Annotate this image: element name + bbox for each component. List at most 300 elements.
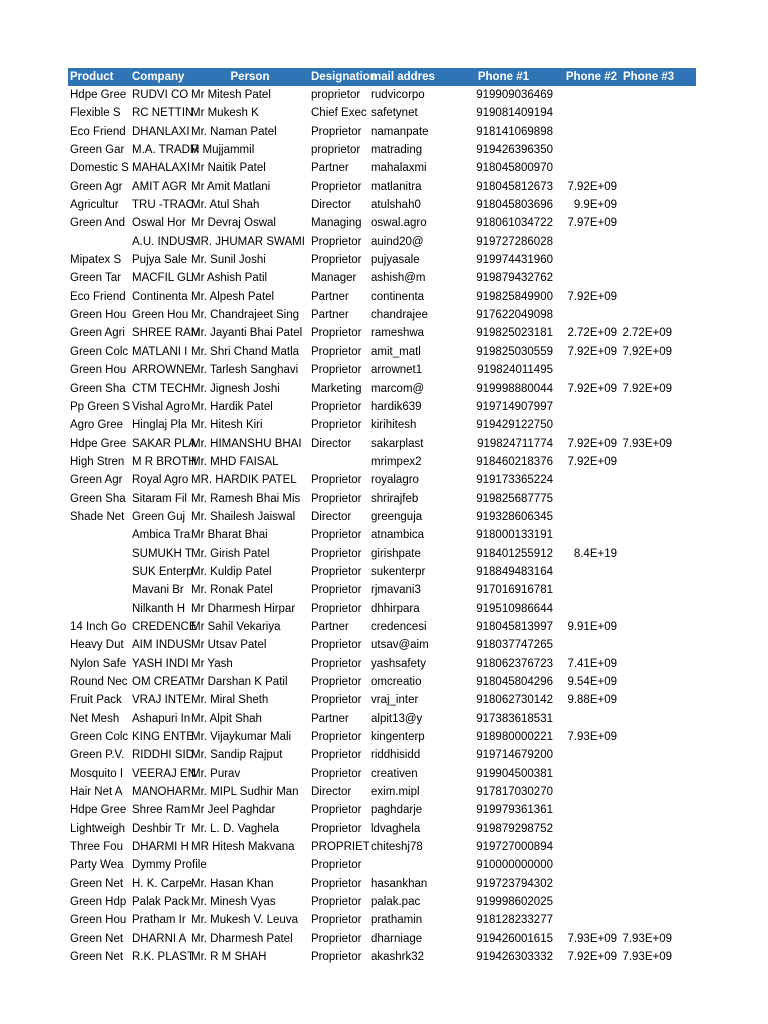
cell-designation[interactable]: Partner — [311, 290, 349, 303]
cell-person[interactable]: Mr Bharat Bhai — [191, 529, 268, 542]
cell-email[interactable]: shrirajfeb — [371, 492, 419, 505]
cell-company[interactable]: CREDENCE — [132, 620, 197, 633]
cell-email[interactable]: amit_matl — [371, 345, 421, 358]
cell-designation[interactable]: Proprietor — [311, 694, 362, 707]
cell-person[interactable]: MR Hitesh Makvana — [191, 841, 295, 854]
cell-company[interactable]: AIM INDUS — [132, 639, 192, 652]
cell-product[interactable]: Green Tar — [70, 272, 121, 285]
cell-email[interactable]: paghdarje — [371, 804, 423, 817]
cell-person[interactable]: Mr. Sandip Rajput — [191, 749, 283, 762]
cell-person[interactable]: Mr. Jignesh Joshi — [191, 382, 280, 395]
cell-phone2[interactable]: 2.72E+09 — [567, 327, 617, 340]
cell-designation[interactable]: Proprietor — [311, 584, 362, 597]
cell-phone3[interactable] — [619, 893, 674, 911]
cell-phone3[interactable] — [619, 618, 674, 636]
cell-company[interactable]: Nilkanth H — [132, 602, 186, 615]
cell-company[interactable]: Palak Pack — [132, 896, 190, 909]
cell-email[interactable]: kirihitesh — [371, 419, 417, 432]
cell-phone3[interactable] — [619, 691, 674, 709]
cell-product[interactable]: Green Net — [70, 951, 124, 964]
cell-product[interactable]: Hair Net A — [70, 786, 123, 799]
cell-designation[interactable]: Proprietor — [311, 345, 362, 358]
cell-phone2[interactable] — [557, 306, 619, 324]
cell-email[interactable]: ldvaghela — [371, 822, 421, 835]
cell-email[interactable]: rudvicorpo — [371, 89, 425, 101]
cell-designation[interactable]: Proprietor — [311, 364, 362, 377]
cell-person[interactable]: Mr. Mukesh V. Leuva — [191, 914, 298, 927]
cell-company[interactable]: Green Hou — [132, 309, 189, 322]
cell-phone1[interactable]: 919714679200 — [476, 749, 553, 762]
cell-person[interactable]: Mr Darshan K Patil — [191, 676, 288, 688]
cell-phone3[interactable] — [619, 710, 674, 728]
cell-product[interactable]: Green Net — [70, 932, 124, 945]
cell-product[interactable]: Mosquito I — [70, 767, 124, 780]
cell-company[interactable]: Pratham Ir — [132, 914, 186, 927]
cell-company[interactable]: OM CREAT — [132, 676, 192, 688]
cell-product[interactable]: Pp Green S — [70, 400, 131, 413]
cell-phone2[interactable] — [557, 251, 619, 269]
cell-email[interactable]: marcom@ — [371, 382, 425, 395]
cell-email[interactable]: ashish@m — [371, 272, 426, 285]
cell-phone2[interactable] — [557, 416, 619, 434]
cell-phone1[interactable]: 919173365224 — [476, 474, 553, 487]
cell-person[interactable]: R Mujjammil — [191, 144, 255, 157]
cell-product[interactable]: Round Nec — [70, 676, 128, 688]
cell-person[interactable]: Mr. Shri Chand Matla — [191, 345, 300, 358]
cell-email[interactable]: utsav@aim — [371, 639, 429, 652]
cell-designation[interactable]: proprietor — [311, 144, 361, 157]
cell-designation[interactable]: Partner — [311, 620, 349, 633]
cell-company[interactable]: MANOHAR — [132, 786, 191, 799]
cell-person[interactable]: MR. HARDIK PATEL — [191, 474, 297, 487]
cell-product[interactable]: Heavy Dut — [70, 639, 124, 652]
cell-company[interactable]: Dymmy Profile — [132, 859, 207, 872]
cell-product[interactable] — [68, 581, 130, 599]
cell-phone1[interactable]: 919825849900 — [476, 290, 553, 303]
cell-company[interactable]: CTM TECH — [132, 382, 192, 395]
cell-phone3[interactable]: 2.72E+09 — [622, 327, 672, 340]
cell-phone2[interactable] — [557, 856, 619, 874]
header-company[interactable]: Company — [132, 71, 185, 83]
cell-phone2[interactable] — [557, 600, 619, 618]
cell-company[interactable]: VRAJ INTE — [132, 694, 191, 707]
cell-phone3[interactable] — [619, 581, 674, 599]
cell-email[interactable]: sukenterpr — [371, 565, 426, 578]
cell-phone3[interactable] — [619, 765, 674, 783]
cell-email[interactable]: arrownet1 — [371, 364, 423, 377]
cell-person[interactable]: Mr. Hardik Patel — [191, 400, 273, 413]
cell-phone2[interactable]: 7.92E+09 — [567, 455, 617, 468]
cell-company[interactable]: Ambica Tra — [132, 529, 191, 542]
cell-person[interactable]: Mr Sahil Vekariya — [191, 620, 281, 633]
cell-person[interactable]: Mr. MIPL Sudhir Man — [191, 786, 299, 799]
cell-phone1[interactable]: 919909036469 — [476, 89, 553, 101]
header-phone2[interactable]: Phone #2 — [565, 71, 617, 83]
cell-product[interactable] — [68, 526, 130, 544]
cell-person[interactable]: Mr Devraj Oswal — [191, 217, 276, 230]
cell-company[interactable]: VEERAJ EN — [132, 767, 196, 780]
cell-company[interactable]: Royal Agro — [132, 474, 189, 487]
cell-designation[interactable]: Proprietor — [311, 951, 362, 964]
cell-phone1[interactable]: 918061034722 — [476, 217, 553, 230]
cell-company[interactable]: MAHALAXI — [132, 162, 191, 175]
cell-designation[interactable]: Director — [311, 437, 352, 450]
cell-designation[interactable]: Proprietor — [311, 492, 362, 505]
cell-product[interactable]: Green And — [70, 217, 125, 230]
cell-phone1[interactable]: 919426396350 — [476, 144, 553, 157]
cell-phone2[interactable] — [557, 141, 619, 159]
cell-product[interactable]: Green Hou — [70, 364, 127, 377]
cell-phone3[interactable] — [619, 288, 674, 306]
cell-product[interactable]: Lightweigh — [70, 822, 125, 835]
cell-phone3[interactable] — [619, 636, 674, 654]
cell-person[interactable]: Mr Ashish Patil — [191, 272, 268, 285]
cell-product[interactable]: Hdpe Gree — [70, 89, 127, 101]
cell-phone1[interactable]: 918045813997 — [476, 620, 553, 633]
cell-phone3[interactable] — [619, 178, 674, 196]
cell-phone1[interactable]: 910000000000 — [476, 859, 553, 872]
cell-phone2[interactable] — [557, 636, 619, 654]
cell-phone1[interactable]: 918062376723 — [476, 657, 553, 670]
cell-designation[interactable]: Proprietor — [311, 639, 362, 652]
cell-phone1[interactable]: 918062730142 — [476, 694, 553, 707]
cell-company[interactable]: Oswal Hor — [132, 217, 186, 230]
cell-company[interactable]: TRU -TRAC — [132, 199, 194, 212]
cell-phone3[interactable] — [619, 306, 674, 324]
cell-person[interactable]: Mr. Sunil Joshi — [191, 254, 266, 267]
cell-phone3[interactable]: 7.93E+09 — [622, 932, 672, 945]
cell-product[interactable]: Green Agr — [70, 474, 123, 487]
cell-person[interactable]: Mr Amit Matlani — [191, 180, 271, 193]
cell-phone1[interactable]: 919426001615 — [476, 932, 553, 945]
cell-phone2[interactable]: 7.41E+09 — [567, 657, 617, 670]
cell-designation[interactable]: Proprietor — [311, 235, 362, 248]
cell-phone1[interactable]: 918460218376 — [476, 455, 553, 468]
cell-designation[interactable]: Partner — [311, 712, 349, 725]
cell-company[interactable]: A.U. INDUS — [132, 235, 194, 248]
cell-email[interactable]: akashrk32 — [371, 951, 425, 964]
cell-person[interactable]: Mr Mitesh Patel — [191, 89, 271, 101]
cell-product[interactable]: Hdpe Gree — [70, 804, 127, 817]
cell-person[interactable]: Mr. Jayanti Bhai Patel — [191, 327, 303, 340]
cell-person[interactable]: Mr. Miral Sheth — [191, 694, 269, 707]
cell-phone3[interactable] — [619, 526, 674, 544]
cell-designation[interactable]: Proprietor — [311, 602, 362, 615]
cell-person[interactable]: Mr. Chandrajeet Sing — [191, 309, 300, 322]
header-designation[interactable]: Designation — [311, 71, 377, 83]
cell-phone2[interactable] — [557, 233, 619, 251]
cell-phone2[interactable]: 7.92E+09 — [567, 951, 617, 964]
cell-email[interactable]: namanpate — [371, 125, 429, 138]
cell-email[interactable]: chandrajee — [371, 309, 428, 322]
cell-designation[interactable]: Proprietor — [311, 896, 362, 909]
cell-company[interactable]: R.K. PLAST — [132, 951, 194, 964]
cell-designation[interactable]: Proprietor — [311, 657, 362, 670]
cell-phone3[interactable] — [619, 453, 674, 471]
cell-designation[interactable]: Proprietor — [311, 400, 362, 413]
cell-company[interactable]: Shree Ram — [132, 804, 191, 817]
cell-phone3[interactable] — [619, 196, 674, 214]
cell-designation[interactable]: Marketing — [311, 382, 362, 395]
cell-product[interactable]: Green Sha — [70, 492, 126, 505]
cell-designation[interactable]: Proprietor — [311, 676, 362, 688]
cell-product[interactable]: Fruit Pack — [70, 694, 122, 707]
cell-email[interactable]: dhhirpara — [371, 602, 420, 615]
cell-phone1[interactable]: 918045812673 — [476, 180, 553, 193]
cell-phone3[interactable] — [619, 233, 674, 251]
cell-phone1[interactable]: 919727000894 — [476, 841, 553, 854]
cell-phone2[interactable]: 7.92E+09 — [567, 290, 617, 303]
cell-designation[interactable]: Director — [311, 199, 352, 212]
header-phone3[interactable]: Phone #3 — [623, 71, 675, 83]
cell-company[interactable]: KING ENTE — [132, 731, 194, 744]
cell-phone1[interactable]: 919723794302 — [476, 877, 553, 890]
cell-phone1[interactable]: 917383618531 — [476, 712, 553, 725]
cell-company[interactable]: Deshbir Tr — [132, 822, 186, 835]
cell-person[interactable]: Mr. Atul Shah — [191, 199, 260, 212]
cell-email[interactable]: kingenterp — [371, 731, 425, 744]
cell-designation[interactable]: Proprietor — [311, 822, 362, 835]
cell-phone1[interactable]: 919727286028 — [476, 235, 553, 248]
cell-designation[interactable]: Manager — [311, 272, 357, 285]
cell-person[interactable]: Mr. Naman Patel — [191, 125, 277, 138]
cell-person[interactable]: Mr. Minesh Vyas — [191, 896, 276, 909]
cell-phone2[interactable]: 9.88E+09 — [567, 694, 617, 707]
cell-phone1[interactable]: 919879432762 — [476, 272, 553, 285]
cell-email[interactable]: hardik639 — [371, 400, 422, 413]
cell-person[interactable]: Mr. Kuldip Patel — [191, 565, 272, 578]
cell-person[interactable]: Mr. Alpesh Patel — [191, 290, 275, 303]
cell-product[interactable]: Party Wea — [70, 859, 124, 872]
cell-email[interactable]: mrimpex2 — [371, 455, 422, 468]
cell-product[interactable]: Green Sha — [70, 382, 126, 395]
cell-email[interactable]: dharniage — [371, 932, 423, 945]
cell-phone1[interactable]: 919998602025 — [476, 896, 553, 909]
cell-email[interactable]: greenguja — [371, 510, 423, 523]
cell-email[interactable]: omcreatio — [371, 676, 422, 688]
cell-phone3[interactable] — [619, 563, 674, 581]
cell-phone1[interactable]: 919974431960 — [476, 254, 553, 267]
cell-company[interactable]: Vishal Agro — [132, 400, 190, 413]
cell-person[interactable]: Mr Yash — [191, 657, 233, 670]
cell-designation[interactable]: Proprietor — [311, 474, 362, 487]
cell-product[interactable]: Green Agr — [70, 180, 123, 193]
cell-email[interactable]: riddhisidd — [371, 749, 421, 762]
cell-phone3[interactable] — [619, 104, 674, 122]
cell-company[interactable]: ARROWNE — [132, 364, 193, 377]
cell-phone3[interactable] — [619, 545, 674, 563]
cell-product[interactable]: Green Net — [70, 877, 124, 890]
cell-phone3[interactable] — [619, 416, 674, 434]
cell-phone1[interactable]: 919510986644 — [476, 602, 553, 615]
cell-phone3[interactable] — [619, 361, 674, 379]
cell-email[interactable]: chiteshj78 — [371, 841, 423, 854]
cell-product[interactable]: Shade Net — [70, 510, 125, 523]
cell-person[interactable]: Mr. Girish Patel — [191, 547, 270, 560]
cell-person[interactable]: Mr. Shailesh Jaiswal — [191, 510, 296, 523]
cell-email[interactable]: safetynet — [371, 107, 418, 120]
cell-person[interactable]: Mr. Dharmesh Patel — [191, 932, 293, 945]
cell-designation[interactable]: Proprietor — [311, 749, 362, 762]
cell-phone3[interactable]: 7.92E+09 — [622, 345, 672, 358]
cell-email[interactable]: exim.mipl — [371, 786, 420, 799]
cell-email[interactable]: sakarplast — [371, 437, 424, 450]
cell-company[interactable]: SHREE RAM — [132, 327, 201, 340]
cell-product[interactable]: Nylon Safe — [70, 657, 127, 670]
cell-email[interactable]: credencesi — [371, 620, 427, 633]
cell-designation[interactable]: Proprietor — [311, 180, 362, 193]
header-email[interactable]: mail addres — [371, 71, 435, 83]
cell-phone1[interactable]: 919714907997 — [476, 400, 553, 413]
cell-email[interactable]: royalagro — [371, 474, 419, 487]
cell-designation[interactable]: Proprietor — [311, 804, 362, 817]
cell-phone1[interactable]: 919825030559 — [476, 345, 553, 358]
cell-phone1[interactable]: 918980000221 — [476, 731, 553, 744]
cell-email[interactable]: hasankhan — [371, 877, 428, 890]
cell-company[interactable]: YASH INDI — [132, 657, 189, 670]
cell-company[interactable]: DHANLAXI — [132, 125, 190, 138]
cell-designation[interactable]: Director — [311, 786, 352, 799]
cell-product[interactable]: Flexible S — [70, 107, 121, 120]
cell-phone1[interactable]: 918128233277 — [476, 914, 553, 927]
header-product[interactable]: Product — [70, 71, 114, 83]
cell-person[interactable]: Mr. Tarlesh Sanghavi — [191, 364, 299, 377]
cell-phone1[interactable]: 919825023181 — [476, 327, 553, 340]
cell-email[interactable]: yashsafety — [371, 657, 426, 670]
cell-company[interactable]: Ashapuri In — [132, 712, 191, 725]
cell-phone2[interactable] — [557, 746, 619, 764]
cell-phone3[interactable] — [619, 801, 674, 819]
cell-phone2[interactable] — [557, 104, 619, 122]
cell-phone2[interactable] — [557, 398, 619, 416]
cell-person[interactable]: Mr. Vijaykumar Mali — [191, 731, 292, 744]
cell-phone3[interactable] — [619, 838, 674, 856]
cell-phone2[interactable]: 8.4E+19 — [573, 547, 617, 560]
cell-phone3[interactable] — [619, 471, 674, 489]
cell-designation[interactable]: Partner — [311, 309, 349, 322]
cell-product[interactable]: Green Hou — [70, 914, 127, 927]
cell-phone1[interactable]: 918045804296 — [476, 676, 553, 688]
cell-phone3[interactable] — [619, 746, 674, 764]
cell-phone1[interactable]: 919979361361 — [476, 804, 553, 817]
cell-email[interactable]: girishpate — [371, 547, 421, 560]
cell-email[interactable] — [369, 856, 431, 874]
cell-product[interactable]: Green P.V. — [70, 749, 125, 762]
cell-company[interactable]: Hinglaj Pla — [132, 419, 187, 432]
cell-phone2[interactable] — [557, 783, 619, 801]
cell-company[interactable]: MATLANI I — [132, 345, 188, 358]
cell-designation[interactable]: Proprietor — [311, 932, 362, 945]
cell-product[interactable]: Eco Friend — [70, 125, 126, 138]
cell-phone1[interactable]: 918045803696 — [476, 199, 553, 212]
cell-designation[interactable]: Partner — [311, 162, 349, 175]
cell-email[interactable]: rameshwa — [371, 327, 425, 340]
cell-company[interactable]: H. K. Carpe — [132, 877, 193, 890]
cell-designation[interactable]: Proprietor — [311, 859, 362, 872]
cell-person[interactable] — [189, 856, 309, 874]
cell-person[interactable]: Mr. Hasan Khan — [191, 877, 274, 890]
cell-product[interactable]: Domestic S — [70, 162, 129, 175]
cell-phone2[interactable] — [557, 563, 619, 581]
cell-product[interactable]: Agro Gree — [70, 419, 124, 432]
cell-person[interactable]: Mr Naitik Patel — [191, 162, 266, 175]
cell-phone3[interactable] — [619, 783, 674, 801]
cell-phone3[interactable] — [619, 490, 674, 508]
cell-email[interactable]: continenta — [371, 290, 425, 303]
cell-person[interactable]: Mr. Ronak Patel — [191, 584, 273, 597]
cell-phone2[interactable] — [557, 123, 619, 141]
cell-designation[interactable]: Proprietor — [311, 125, 362, 138]
cell-designation[interactable]: Chief Exec — [311, 107, 367, 120]
cell-person[interactable]: Mr. Purav — [191, 767, 241, 780]
cell-phone3[interactable] — [619, 86, 674, 104]
cell-phone2[interactable]: 7.93E+09 — [567, 932, 617, 945]
cell-designation[interactable] — [309, 453, 369, 471]
cell-email[interactable]: oswal.agro — [371, 217, 427, 230]
cell-phone1[interactable]: 919825687775 — [476, 492, 553, 505]
cell-product[interactable]: Agricultur — [70, 199, 119, 212]
cell-phone3[interactable]: 7.93E+09 — [622, 437, 672, 450]
cell-phone2[interactable] — [557, 911, 619, 929]
cell-phone2[interactable]: 7.97E+09 — [567, 217, 617, 230]
cell-designation[interactable]: Proprietor — [311, 254, 362, 267]
cell-phone2[interactable]: 9.54E+09 — [567, 676, 617, 688]
header-phone1[interactable]: Phone #1 — [477, 71, 529, 83]
cell-phone3[interactable] — [619, 159, 674, 177]
cell-product[interactable]: Three Fou — [70, 841, 124, 854]
cell-product[interactable]: Hdpe Gree — [70, 437, 127, 450]
cell-phone3[interactable] — [619, 856, 674, 874]
cell-person[interactable]: Mr Utsav Patel — [191, 639, 267, 652]
cell-company[interactable]: Continenta — [132, 290, 188, 303]
cell-product[interactable]: Green Colc — [70, 345, 129, 358]
cell-phone2[interactable] — [557, 765, 619, 783]
cell-product[interactable]: Green Hdp — [70, 896, 127, 909]
cell-phone2[interactable]: 9.9E+09 — [573, 199, 617, 212]
cell-email[interactable]: creativen — [371, 767, 418, 780]
cell-phone2[interactable] — [557, 801, 619, 819]
cell-phone3[interactable] — [619, 600, 674, 618]
cell-phone1[interactable]: 917016916781 — [476, 584, 553, 597]
cell-designation[interactable]: Proprietor — [311, 529, 362, 542]
cell-phone3[interactable] — [619, 398, 674, 416]
cell-phone2[interactable] — [557, 269, 619, 287]
cell-phone2[interactable] — [557, 820, 619, 838]
cell-person[interactable]: Mr. MHD FAISAL — [191, 455, 279, 468]
header-person[interactable]: Person — [230, 71, 270, 83]
cell-phone1[interactable]: 918037747265 — [476, 639, 553, 652]
cell-phone2[interactable] — [557, 471, 619, 489]
cell-phone2[interactable] — [557, 893, 619, 911]
cell-person[interactable]: Mr. Alpit Shah — [191, 712, 262, 725]
cell-phone3[interactable] — [619, 214, 674, 232]
cell-designation[interactable]: proprietor — [311, 89, 361, 101]
cell-phone2[interactable] — [557, 361, 619, 379]
cell-designation[interactable]: Proprietor — [311, 327, 362, 340]
cell-email[interactable]: auind20@ — [371, 235, 424, 248]
cell-company[interactable]: M.A. TRADM — [132, 144, 200, 157]
cell-company[interactable]: RUDVI CO — [132, 89, 189, 101]
cell-phone1[interactable]: 919824011495 — [477, 364, 553, 377]
cell-email[interactable]: pujyasale — [371, 254, 420, 267]
cell-designation[interactable]: Proprietor — [311, 914, 362, 927]
cell-phone1[interactable]: 919429122750 — [476, 419, 553, 432]
cell-company[interactable]: RIDDHI SID — [132, 749, 194, 762]
cell-phone1[interactable]: 919081409194 — [476, 107, 553, 120]
cell-designation[interactable]: Proprietor — [311, 767, 362, 780]
cell-email[interactable]: atnambica — [371, 529, 425, 542]
cell-company[interactable]: Mavani Br — [132, 584, 184, 597]
